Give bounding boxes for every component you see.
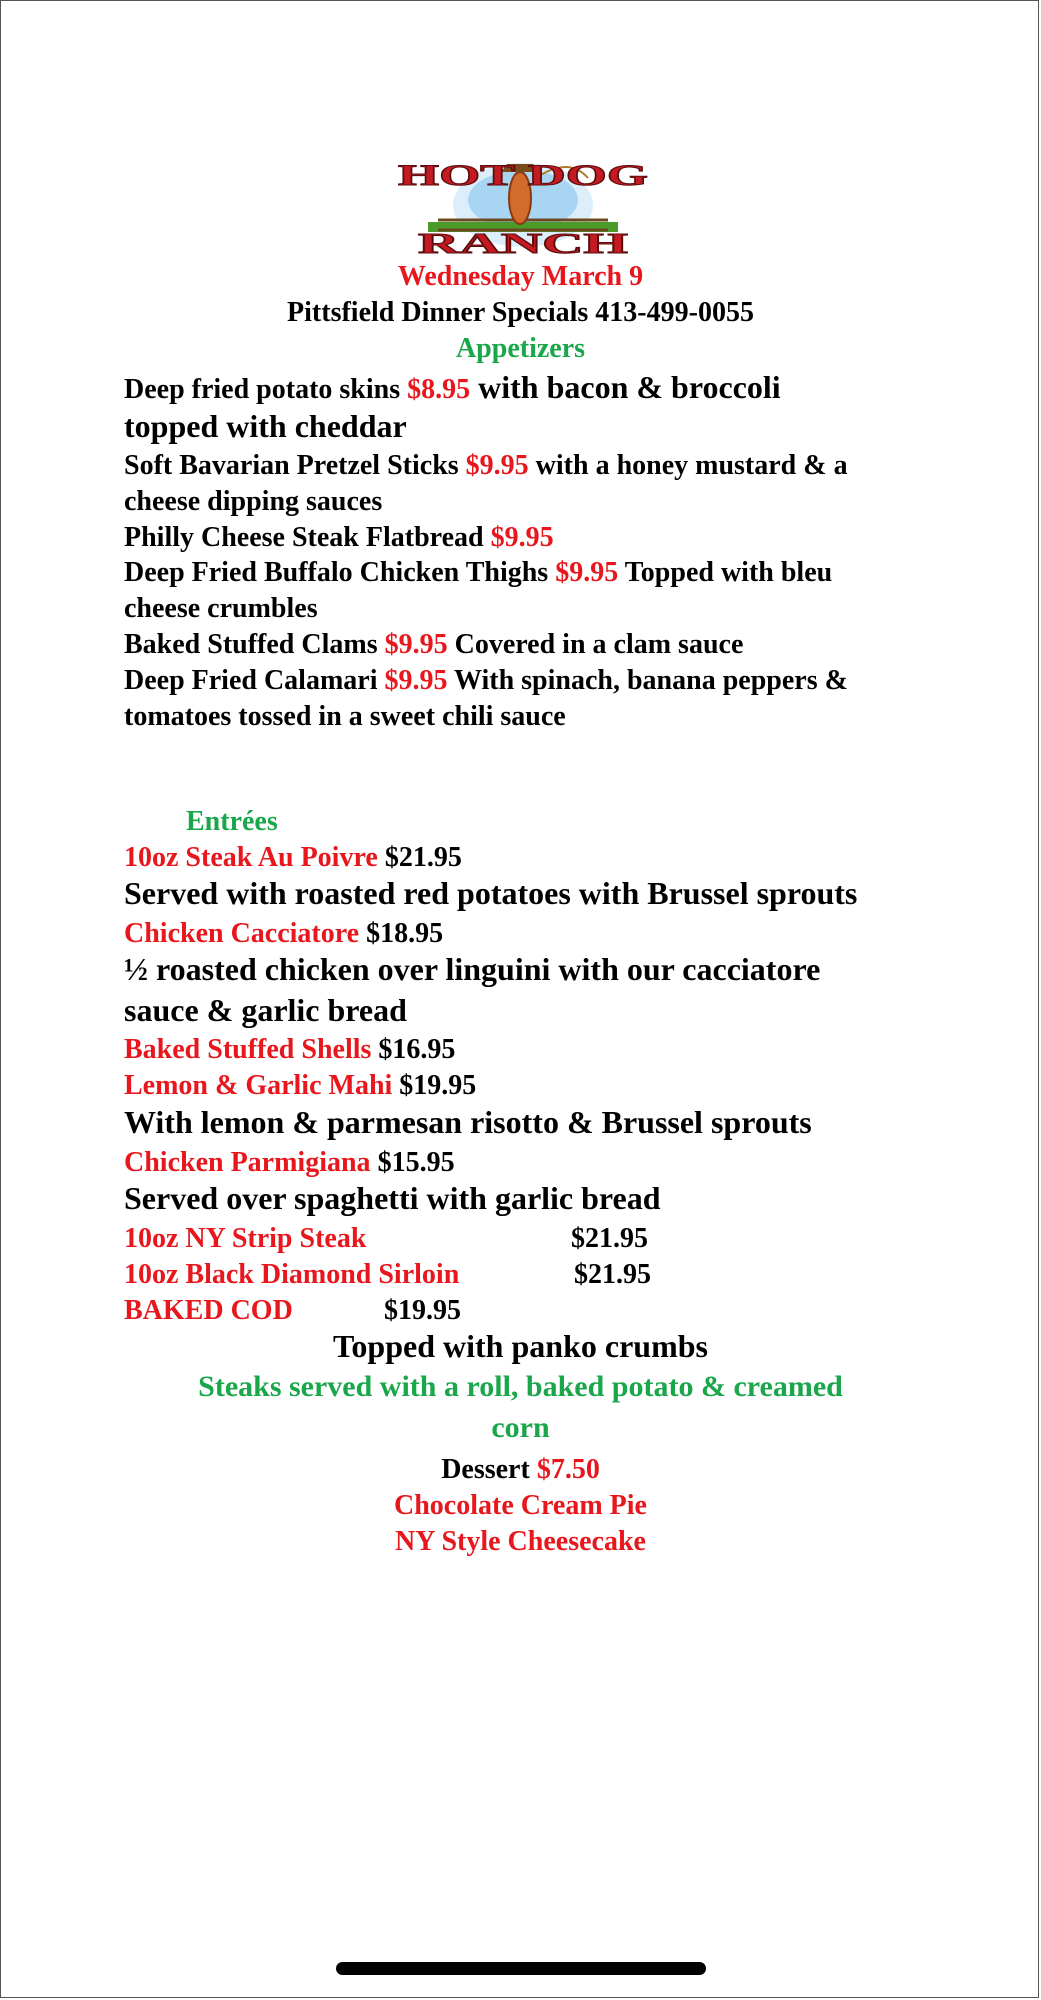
logo-bottom-text: RANCH — [418, 229, 629, 255]
entree-name: Lemon & Garlic Mahi — [124, 1070, 393, 1101]
appetizer-name: Deep fried potato skins — [124, 374, 408, 405]
dessert-heading — [0, 1454, 1041, 1486]
dessert-price: $7.50 — [536, 1454, 600, 1485]
entree-desc: Served with roasted red potatoes with Brussel sprouts — [124, 875, 858, 911]
entree-item — [124, 918, 443, 950]
entree-price: $19.95 — [392, 1070, 477, 1101]
home-indicator[interactable] — [336, 1962, 706, 1975]
entree-name: Chicken Cacciatore — [124, 918, 360, 949]
steaks-note-cont: corn — [491, 1411, 550, 1444]
appetizer-name: Deep Fried Buffalo Chicken Thighs — [124, 557, 556, 588]
appetizer-price: $8.95 — [407, 374, 471, 405]
entree-price: $16.95 — [371, 1034, 456, 1065]
menu-date: Wednesday March 9 — [397, 261, 644, 292]
appetizer-name: Baked Stuffed Clams — [124, 629, 385, 660]
appetizer-item — [124, 629, 743, 661]
dessert-item: NY Style Cheesecake — [395, 1526, 646, 1557]
appetizer-desc-cont: cheese dipping sauces — [124, 486, 383, 517]
appetizer-price: $9.95 — [465, 450, 529, 481]
entree-name: Baked Stuffed Shells — [124, 1034, 372, 1065]
entree-desc: ½ roasted chicken over linguini with our cacciatore — [124, 951, 821, 987]
logo-top-text: HOT DOG — [398, 159, 648, 192]
appetizer-desc: Covered in a clam sauce — [447, 629, 744, 660]
entree-name: 10oz Black Diamond Sirloin — [124, 1259, 460, 1290]
entree-item — [124, 1034, 455, 1066]
appetizer-name: Deep Fried Calamari — [124, 665, 385, 696]
entree-price: $19.95 — [384, 1295, 461, 1326]
entree-price: $21.95 — [377, 842, 462, 873]
appetizer-desc: with bacon & broccoli — [470, 369, 781, 405]
entree-name: Chicken Parmigiana — [124, 1147, 371, 1178]
entree-price: $15.95 — [370, 1147, 455, 1178]
entree-desc: With lemon & parmesan risotto & Brussel sprouts — [124, 1104, 812, 1140]
appetizer-desc: Topped with bleu — [618, 557, 833, 588]
appetizer-item — [124, 557, 832, 589]
appetizer-item — [124, 522, 554, 554]
entree-desc: Topped with panko crumbs — [333, 1328, 708, 1364]
entree-price: $21.95 — [574, 1259, 651, 1290]
dessert-item: Chocolate Cream Pie — [394, 1490, 647, 1521]
entree-price: $21.95 — [571, 1223, 648, 1254]
appetizer-item — [124, 450, 848, 482]
entree-desc-cont: sauce & garlic bread — [124, 992, 407, 1028]
hot-dog-ranch-logo — [393, 150, 653, 255]
entree-desc: Served over spaghetti with garlic bread — [124, 1180, 661, 1216]
appetizer-price: $9.95 — [384, 665, 448, 696]
entrees-heading: Entrées — [186, 806, 278, 837]
entree-item — [124, 1070, 476, 1102]
appetizer-desc-cont: tomatoes tossed in a sweet chili sauce — [124, 701, 566, 732]
appetizers-heading: Appetizers — [455, 333, 586, 364]
entree-name: 10oz Steak Au Poivre — [124, 842, 378, 873]
appetizer-name: Soft Bavarian Pretzel Sticks — [124, 450, 466, 481]
appetizer-item — [124, 369, 781, 406]
steaks-note: Steaks served with a roll, baked potato & creamed — [198, 1370, 843, 1403]
appetizer-price: $9.95 — [555, 557, 619, 588]
entree-item — [124, 1147, 455, 1179]
appetizer-price: $9.95 — [490, 522, 554, 553]
dessert-label: Dessert — [441, 1454, 537, 1485]
appetizer-desc: with a honey mustard & a — [528, 450, 848, 481]
entree-item — [124, 842, 462, 874]
entree-price: $18.95 — [359, 918, 444, 949]
entree-name: BAKED COD — [124, 1295, 293, 1326]
appetizer-name: Philly Cheese Steak Flatbread — [124, 522, 491, 553]
appetizer-desc-cont: cheese crumbles — [124, 593, 318, 624]
entree-name: 10oz NY Strip Steak — [124, 1223, 367, 1254]
menu-subtitle: Pittsfield Dinner Specials 413-499-0055 — [287, 297, 754, 328]
appetizer-price: $9.95 — [384, 629, 448, 660]
appetizer-item — [124, 665, 848, 697]
appetizer-desc-cont: topped with cheddar — [124, 408, 407, 444]
appetizer-desc: With spinach, banana peppers & — [447, 665, 848, 696]
